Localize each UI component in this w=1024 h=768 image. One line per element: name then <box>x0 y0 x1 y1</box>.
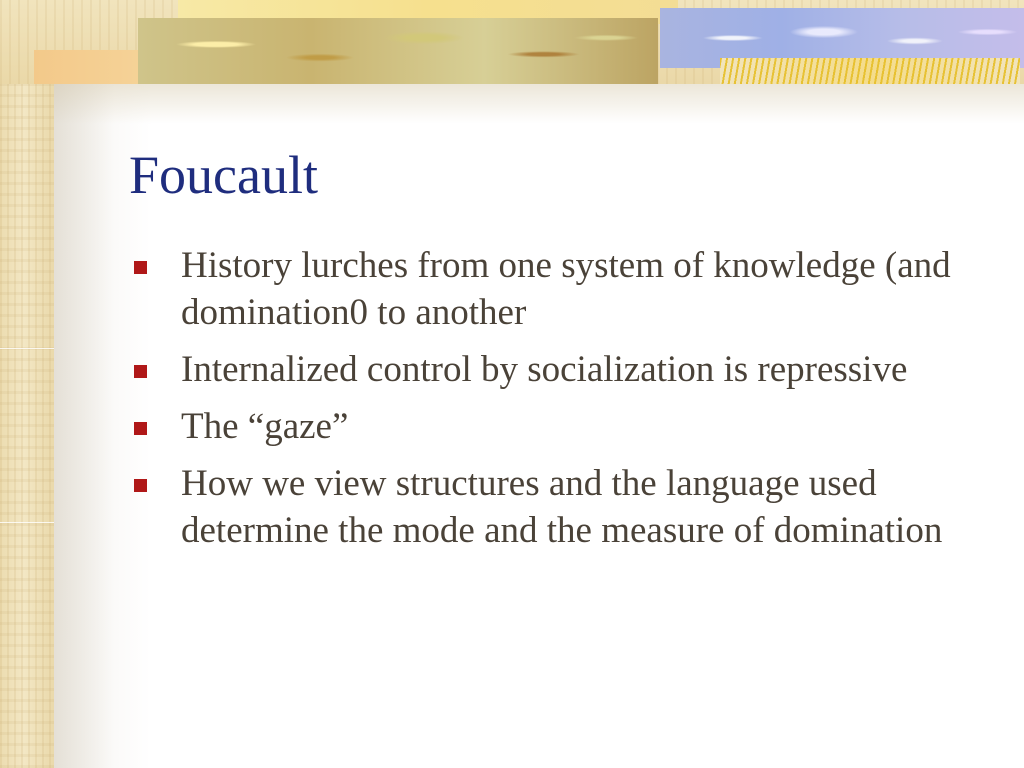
band-grass-image <box>720 58 1020 84</box>
parchment-left-strip <box>0 0 54 768</box>
bullet-item <box>132 460 962 554</box>
strip-seam <box>0 522 54 523</box>
bullet-text: The “gaze” <box>181 406 349 447</box>
bullet-list <box>132 242 962 564</box>
strip-shadow <box>54 84 114 768</box>
bullet-item <box>132 346 962 393</box>
band-floral-image <box>138 18 658 84</box>
bullet-text: Internalized control by socialization is repressive <box>181 349 908 390</box>
bullet-item <box>132 242 962 336</box>
square-bullet-icon <box>134 479 147 492</box>
square-bullet-icon <box>134 422 147 435</box>
slide-title: Foucault <box>129 145 318 205</box>
bullet-text: How we view structures and the language used determine the mode and the measure of domination <box>181 463 943 551</box>
bullet-text: History lurches from one system of knowledge (and domination0 to another <box>181 245 951 333</box>
strip-seam <box>0 348 54 349</box>
square-bullet-icon <box>134 261 147 274</box>
band-shadow <box>54 84 1024 124</box>
decorative-top-band <box>0 0 1024 84</box>
square-bullet-icon <box>134 365 147 378</box>
bullet-item <box>132 403 962 450</box>
